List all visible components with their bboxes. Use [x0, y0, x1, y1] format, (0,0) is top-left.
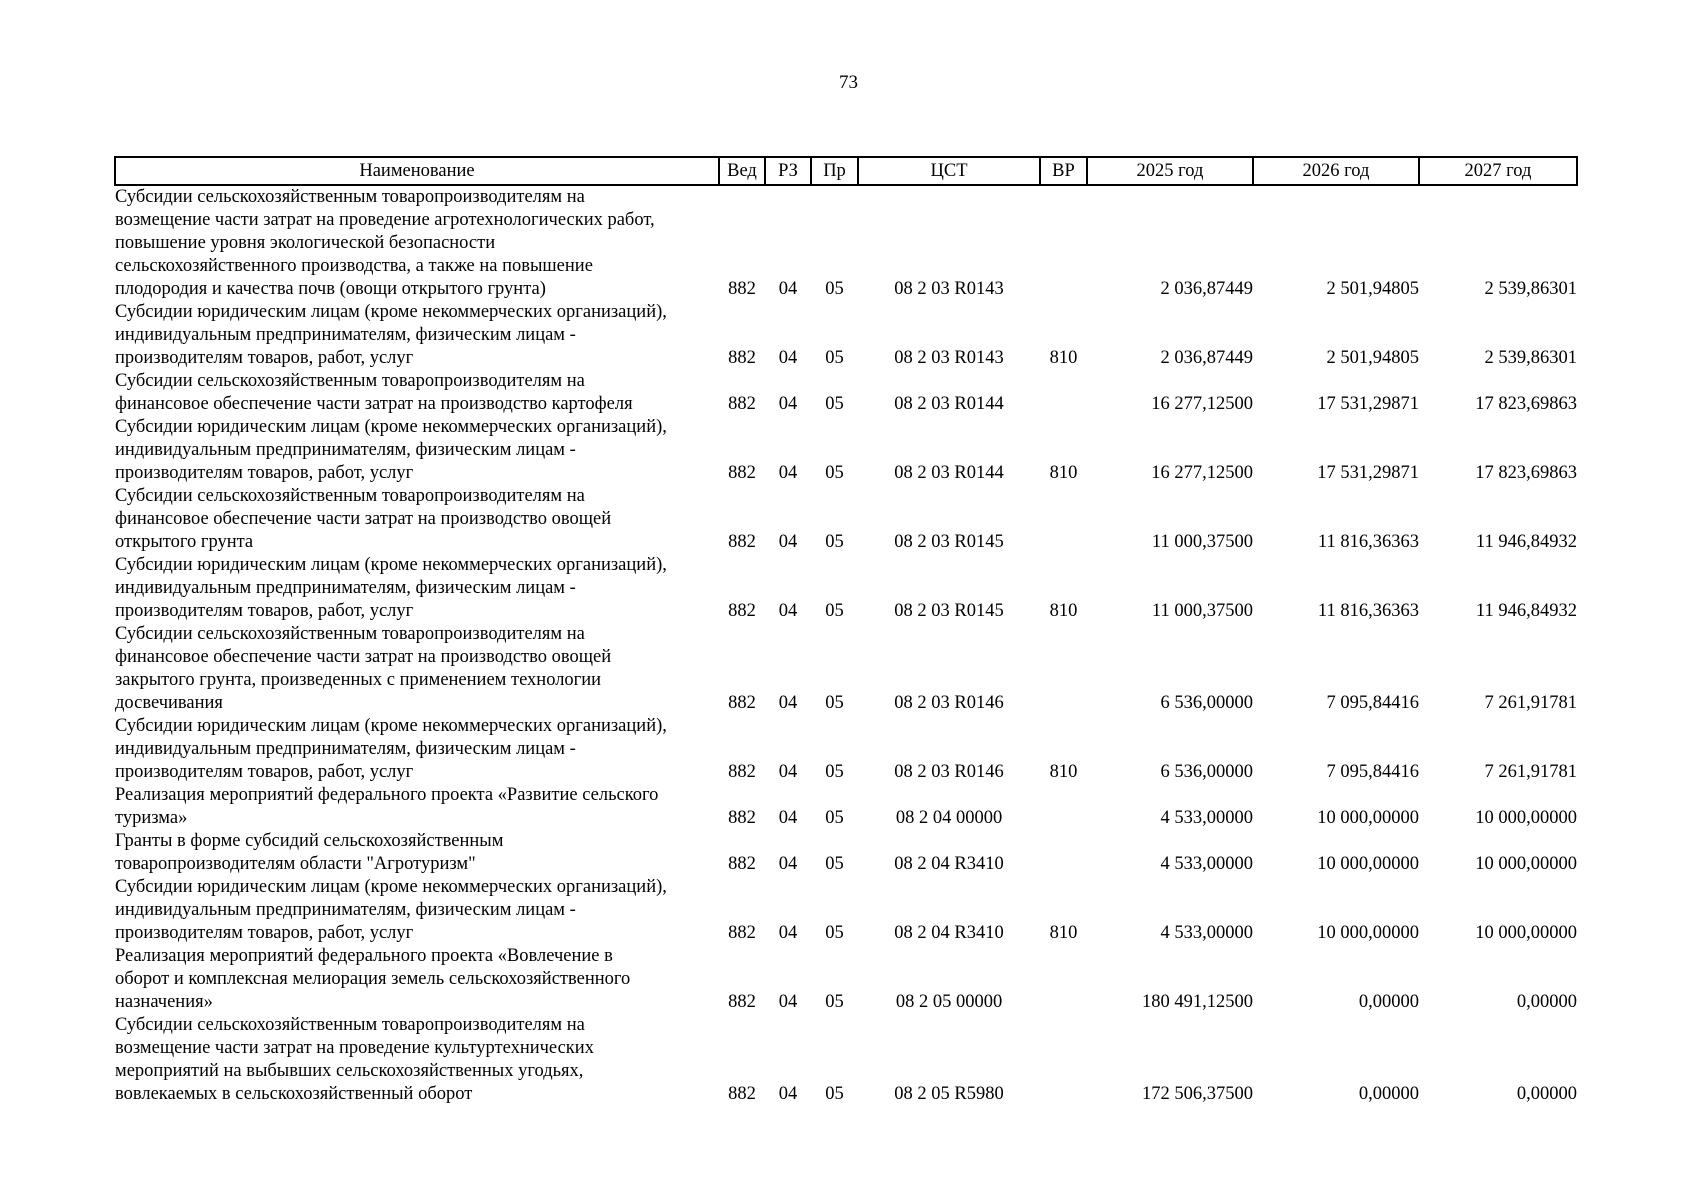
budget-table [114, 156, 1578, 1106]
name-line: досвечивания [115, 693, 223, 713]
name-line: финансовое обеспечение части затрат на производство овощей [115, 647, 612, 667]
name-line: индивидуальным предпринимателям, физическим лицам - [115, 325, 576, 345]
page-number: 73 [839, 72, 858, 93]
cell-name [115, 185, 719, 301]
table-row [115, 485, 1577, 554]
cell-pr: 05 [825, 348, 844, 368]
cell-rz: 04 [778, 348, 798, 368]
cell-2026: 7 095,84416 [1326, 762, 1419, 782]
cell-rz: 04 [778, 394, 798, 414]
name-line: туризма» [115, 808, 188, 828]
cell-2027: 7 261,91781 [1484, 762, 1577, 782]
cell-ved: 882 [728, 279, 756, 299]
cell-ved: 882 [728, 854, 756, 874]
cell-rz: 04 [778, 992, 798, 1012]
name-line: производителям товаров, работ, услуг [115, 463, 414, 483]
cell-2026: 11 816,36363 [1317, 601, 1419, 621]
cell-ved: 882 [728, 532, 756, 552]
table-row [115, 715, 1577, 784]
name-line: финансовое обеспечение части затрат на производство картофеля [115, 394, 633, 414]
name-line: индивидуальным предпринимателям, физическим лицам - [115, 440, 576, 460]
header-ved: Вед [719, 157, 765, 185]
cell-2026: 17 531,29871 [1317, 463, 1419, 483]
cell-2027: 10 000,00000 [1475, 808, 1577, 828]
cell-cst: 08 2 03 R0145 [894, 601, 1004, 621]
name-line: производителям товаров, работ, услуг [115, 923, 414, 943]
table-row [115, 945, 1577, 1014]
name-line: финансовое обеспечение части затрат на производство овощей [115, 509, 612, 529]
cell-pr: 05 [825, 532, 844, 552]
cell-pr: 05 [825, 923, 844, 943]
cell-2025: 16 277,12500 [1151, 463, 1253, 483]
cell-pr: 05 [825, 601, 844, 621]
header-2027: 2027 год [1419, 157, 1577, 185]
name-line: Субсидии сельскохозяйственным товаропроизводителям на [115, 624, 585, 644]
cell-rz: 04 [778, 463, 798, 483]
name-line: открытого грунта [115, 532, 254, 552]
cell-rz: 04 [778, 808, 798, 828]
table-row [115, 185, 1577, 301]
header-rz: РЗ [765, 157, 811, 185]
cell-2025: 4 533,00000 [1160, 923, 1253, 943]
cell-ved: 882 [728, 992, 756, 1012]
table-row [115, 1014, 1577, 1106]
name-line: Субсидии юридическим лицам (кроме некоммерческих организаций), [115, 302, 667, 322]
name-line: сельскохозяйственного производства, а также на повышение [115, 256, 593, 276]
cell-2026: 11 816,36363 [1317, 532, 1419, 552]
cell-2027: 11 946,84932 [1475, 532, 1577, 552]
cell-pr: 05 [825, 762, 844, 782]
cell-2027: 10 000,00000 [1475, 854, 1577, 874]
cell-cst: 08 2 03 R0143 [894, 279, 1004, 299]
cell-vr: 810 [1049, 348, 1078, 368]
cell-2026: 0,00000 [1358, 992, 1419, 1012]
cell-2026: 7 095,84416 [1326, 693, 1419, 713]
name-line: закрытого грунта, произведенных с применением технологии [115, 670, 602, 690]
cell-vr [1040, 623, 1087, 715]
table-row [115, 301, 1577, 370]
cell-vr [1040, 830, 1087, 876]
name-line: индивидуальным предпринимателям, физическим лицам - [115, 900, 576, 920]
cell-ved: 882 [728, 1084, 756, 1104]
cell-2027: 11 946,84932 [1475, 601, 1577, 621]
cell-pr: 05 [825, 693, 844, 713]
table-row [115, 830, 1577, 876]
cell-ved: 882 [728, 808, 756, 828]
cell-name [115, 301, 719, 370]
cell-vr: 810 [1049, 601, 1078, 621]
header-name: Наименование [115, 157, 719, 185]
header-pr: Пр [811, 157, 858, 185]
cell-vr: 810 [1049, 762, 1078, 782]
cell-cst: 08 2 04 00000 [895, 808, 1003, 828]
cell-pr: 05 [825, 394, 844, 414]
cell-ved: 882 [728, 923, 756, 943]
name-line: Субсидии юридическим лицам (кроме некоммерческих организаций), [115, 716, 667, 736]
cell-name [115, 623, 719, 715]
cell-2026: 17 531,29871 [1317, 394, 1419, 414]
cell-ved: 882 [728, 693, 756, 713]
cell-name [115, 945, 719, 1014]
cell-ved: 882 [728, 601, 756, 621]
name-line: производителям товаров, работ, услуг [115, 762, 414, 782]
cell-cst: 08 2 03 R0144 [894, 394, 1004, 414]
cell-cst: 08 2 04 R3410 [894, 923, 1004, 943]
cell-vr [1040, 185, 1087, 301]
cell-2025: 172 506,37500 [1142, 1084, 1253, 1104]
header-2025: 2025 год [1087, 157, 1253, 185]
name-line: оборот и комплексная мелиорация земель сельскохозяйственного [115, 969, 631, 989]
table-row [115, 784, 1577, 830]
name-line: Субсидии юридическим лицам (кроме некоммерческих организаций), [115, 877, 667, 897]
cell-name [115, 416, 719, 485]
cell-name [115, 715, 719, 784]
cell-2025: 6 536,00000 [1160, 762, 1253, 782]
cell-vr: 810 [1049, 463, 1078, 483]
cell-rz: 04 [778, 854, 798, 874]
cell-rz: 04 [778, 601, 798, 621]
cell-2025: 6 536,00000 [1160, 693, 1253, 713]
name-line: Субсидии юридическим лицам (кроме некоммерческих организаций), [115, 417, 667, 437]
cell-cst: 08 2 03 R0144 [894, 463, 1004, 483]
cell-rz: 04 [778, 1084, 798, 1104]
cell-cst: 08 2 04 R3410 [894, 854, 1004, 874]
cell-cst: 08 2 03 R0146 [894, 762, 1004, 782]
cell-vr [1040, 784, 1087, 830]
cell-2025: 4 533,00000 [1160, 808, 1253, 828]
cell-ved: 882 [728, 394, 756, 414]
cell-pr: 05 [825, 808, 844, 828]
cell-2027: 7 261,91781 [1484, 693, 1577, 713]
cell-cst: 08 2 03 R0143 [894, 348, 1004, 368]
header-vr: ВР [1040, 157, 1087, 185]
cell-2025: 180 491,12500 [1142, 992, 1253, 1012]
cell-cst: 08 2 05 R5980 [894, 1084, 1004, 1104]
name-line: Реализация мероприятий федерального проекта «Развитие сельского [115, 785, 659, 805]
table-row [115, 623, 1577, 715]
cell-2027: 0,00000 [1516, 992, 1577, 1012]
table-row [115, 876, 1577, 945]
cell-pr: 05 [825, 992, 844, 1012]
cell-2025: 4 533,00000 [1160, 854, 1253, 874]
cell-2026: 2 501,94805 [1326, 348, 1419, 368]
name-line: мероприятий на выбывших сельскохозяйственных угодьях, [115, 1061, 584, 1081]
name-line: индивидуальным предпринимателям, физическим лицам - [115, 739, 576, 759]
cell-cst: 08 2 03 R0145 [894, 532, 1004, 552]
name-line: производителям товаров, работ, услуг [115, 348, 414, 368]
cell-2027: 17 823,69863 [1475, 394, 1577, 414]
header-2026: 2026 год [1253, 157, 1419, 185]
table-row [115, 554, 1577, 623]
cell-name [115, 876, 719, 945]
name-line: Субсидии сельскохозяйственным товаропроизводителям на [115, 1015, 585, 1035]
name-line: возмещение части затрат на проведение агротехнологических работ, [115, 210, 655, 230]
cell-2026: 10 000,00000 [1317, 854, 1419, 874]
name-line: повышение уровня экологической безопасности [115, 233, 496, 253]
cell-pr: 05 [825, 854, 844, 874]
cell-2025: 2 036,87449 [1160, 279, 1253, 299]
table-row [115, 416, 1577, 485]
cell-vr [1040, 485, 1087, 554]
table-row [115, 370, 1577, 416]
name-line: Субсидии юридическим лицам (кроме некоммерческих организаций), [115, 555, 667, 575]
name-line: производителям товаров, работ, услуг [115, 601, 414, 621]
cell-2027: 0,00000 [1516, 1084, 1577, 1104]
cell-rz: 04 [778, 762, 798, 782]
cell-2027: 17 823,69863 [1475, 463, 1577, 483]
name-line: индивидуальным предпринимателям, физическим лицам - [115, 578, 576, 598]
cell-vr: 810 [1049, 923, 1078, 943]
cell-ved: 882 [728, 762, 756, 782]
cell-pr: 05 [825, 1084, 844, 1104]
name-line: возмещение части затрат на проведение культуртехнических [115, 1038, 594, 1058]
cell-2027: 2 539,86301 [1484, 348, 1577, 368]
name-line: вовлекаемых в сельскохозяйственный оборот [115, 1084, 473, 1104]
cell-rz: 04 [778, 693, 798, 713]
cell-name [115, 1014, 719, 1106]
name-line: товаропроизводителям области "Агротуризм" [115, 854, 476, 874]
cell-pr: 05 [825, 463, 844, 483]
cell-2025: 11 000,37500 [1151, 532, 1253, 552]
cell-2026: 10 000,00000 [1317, 808, 1419, 828]
cell-2026: 10 000,00000 [1317, 923, 1419, 943]
cell-name [115, 554, 719, 623]
name-line: плодородия и качества почв (овощи открытого грунта) [115, 279, 546, 299]
name-line: Субсидии сельскохозяйственным товаропроизводителям на [115, 486, 585, 506]
cell-2026: 0,00000 [1358, 1084, 1419, 1104]
cell-cst: 08 2 05 00000 [895, 992, 1003, 1012]
table-header-row [115, 157, 1577, 185]
cell-2026: 2 501,94805 [1326, 279, 1419, 299]
cell-2025: 16 277,12500 [1151, 394, 1253, 414]
name-line: Субсидии сельскохозяйственным товаропроизводителям на [115, 371, 585, 391]
cell-rz: 04 [778, 532, 798, 552]
name-line: Гранты в форме субсидий сельскохозяйственным [115, 831, 504, 851]
table-body [115, 185, 1577, 1106]
cell-pr: 05 [825, 279, 844, 299]
cell-ved: 882 [728, 463, 756, 483]
cell-rz: 04 [778, 279, 798, 299]
name-line: назначения» [115, 992, 213, 1012]
cell-name [115, 370, 719, 416]
name-line: Реализация мероприятий федерального проекта «Вовлечение в [115, 946, 613, 966]
cell-ved: 882 [728, 348, 756, 368]
cell-2025: 2 036,87449 [1160, 348, 1253, 368]
cell-rz: 04 [778, 923, 798, 943]
cell-2027: 2 539,86301 [1484, 279, 1577, 299]
cell-vr [1040, 945, 1087, 1014]
cell-2025: 11 000,37500 [1151, 601, 1253, 621]
cell-name [115, 830, 719, 876]
cell-vr [1040, 370, 1087, 416]
header-cst: ЦСТ [858, 157, 1040, 185]
cell-name [115, 485, 719, 554]
name-line: Субсидии сельскохозяйственным товаропроизводителям на [115, 187, 585, 207]
cell-vr [1040, 1014, 1087, 1106]
cell-cst: 08 2 03 R0146 [894, 693, 1004, 713]
cell-2027: 10 000,00000 [1475, 923, 1577, 943]
cell-name [115, 784, 719, 830]
